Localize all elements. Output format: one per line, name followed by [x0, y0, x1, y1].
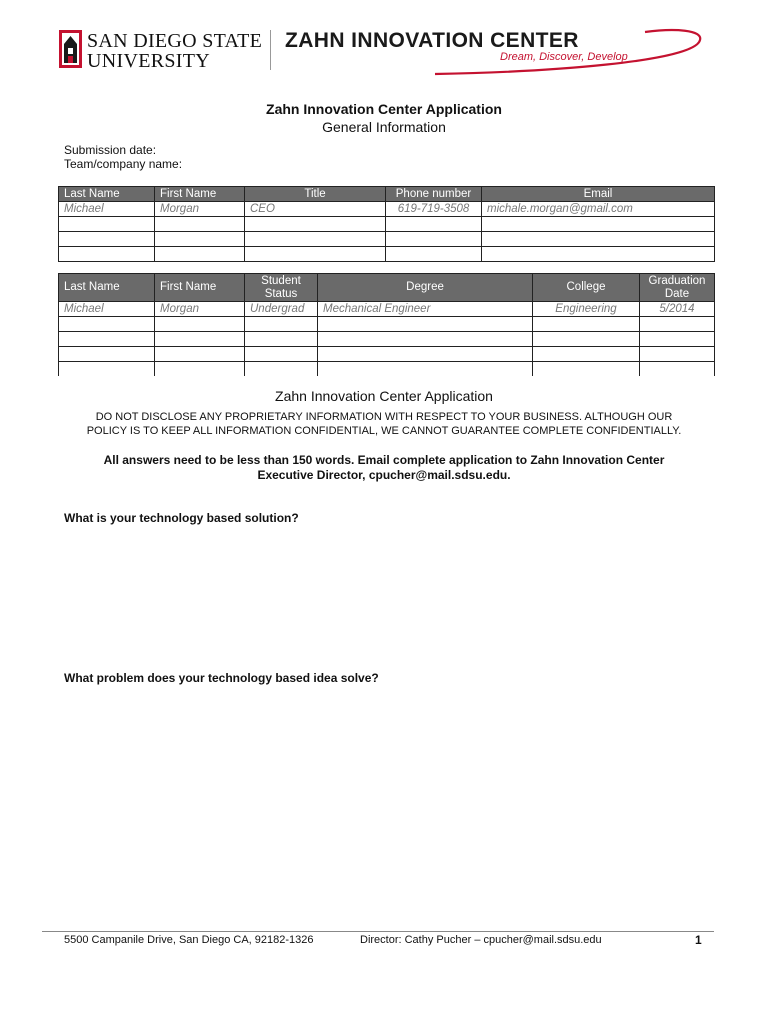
instructions-line-1: All answers need to be less than 150 words. Email complete application to Zahn Innovation Center: [103, 453, 665, 467]
column-header: Degree: [318, 274, 533, 302]
table-cell[interactable]: CEO: [245, 202, 386, 217]
table-cell[interactable]: Engineering: [533, 302, 640, 317]
table-cell[interactable]: [245, 347, 318, 362]
table-cell[interactable]: [533, 317, 640, 332]
disclaimer-line-2: POLICY IS TO KEEP ALL INFORMATION CONFIDENTIAL, WE CANNOT GUARANTEE COMPLETE CONFIDENTIALLY.: [86, 425, 682, 437]
column-header: Last Name: [59, 187, 155, 202]
table-cell[interactable]: [640, 362, 715, 377]
table-cell[interactable]: [533, 362, 640, 377]
table-cell[interactable]: [59, 362, 155, 377]
table-row: [59, 202, 715, 217]
table-cell[interactable]: [155, 217, 245, 232]
footer-divider: [42, 931, 714, 932]
table-cell[interactable]: 5/2014: [640, 302, 715, 317]
footer-director-contact: Director: Cathy Pucher – cpucher@mail.sdsu.edu: [360, 934, 602, 946]
column-header: Title: [245, 187, 386, 202]
disclaimer-line-1: DO NOT DISCLOSE ANY PROPRIETARY INFORMATION WITH RESPECT TO YOUR BUSINESS. ALTHOUGH OUR: [95, 411, 673, 423]
center-name-logo: ZAHN INNOVATION CENTER: [285, 29, 579, 52]
table-cell[interactable]: [59, 332, 155, 347]
table-cell[interactable]: Michael: [59, 302, 155, 317]
footer-address: 5500 Campanile Drive, San Diego CA, 92182-1326: [64, 934, 314, 946]
team-contact-table: [58, 186, 715, 262]
table-cell[interactable]: [482, 217, 715, 232]
table-cell[interactable]: [59, 317, 155, 332]
table-cell[interactable]: [245, 332, 318, 347]
table-cell[interactable]: [318, 362, 533, 377]
table-row: [59, 332, 715, 347]
table-cell[interactable]: [482, 247, 715, 262]
tagline: Dream, Discover, Develop: [500, 51, 628, 63]
table-cell[interactable]: [245, 247, 386, 262]
table-cell[interactable]: [640, 332, 715, 347]
table-cell[interactable]: [155, 232, 245, 247]
column-header: Phone number: [386, 187, 482, 202]
table-row: [59, 247, 715, 262]
table-row: [59, 362, 715, 377]
column-header: College: [533, 274, 640, 302]
table-cell[interactable]: [318, 332, 533, 347]
table-cell[interactable]: Morgan: [155, 202, 245, 217]
column-header: Email: [482, 187, 715, 202]
table-cell[interactable]: Undergrad: [245, 302, 318, 317]
university-name-line1: SAN DIEGO STATE: [87, 30, 263, 52]
column-header: Last Name: [59, 274, 155, 302]
table-cell[interactable]: [533, 347, 640, 362]
table-cell[interactable]: [386, 247, 482, 262]
table-cell[interactable]: [59, 232, 155, 247]
table-cell[interactable]: [318, 347, 533, 362]
student-info-table: [58, 273, 715, 376]
table-cell[interactable]: [245, 317, 318, 332]
team-name-label: Team/company name:: [64, 157, 183, 171]
table-cell[interactable]: [318, 317, 533, 332]
table-cell[interactable]: [155, 247, 245, 262]
table-cell[interactable]: Michael: [59, 202, 155, 217]
table-cell[interactable]: [386, 232, 482, 247]
column-header: First Name: [155, 274, 245, 302]
table-cell[interactable]: [640, 347, 715, 362]
table-row: [59, 347, 715, 362]
question-technology-solution: What is your technology based solution?: [64, 511, 299, 525]
application-title: Zahn Innovation Center Application: [266, 101, 502, 117]
table-row: [59, 232, 715, 247]
university-name-line2: UNIVERSITY: [87, 50, 210, 72]
table-cell[interactable]: [482, 232, 715, 247]
table-cell[interactable]: Mechanical Engineer: [318, 302, 533, 317]
column-header: Student Status: [245, 274, 318, 302]
column-header: First Name: [155, 187, 245, 202]
sdsu-seal-logo: [59, 30, 82, 68]
table-row: [59, 317, 715, 332]
section-subtitle: General Information: [322, 119, 446, 135]
table-cell[interactable]: [155, 362, 245, 377]
table-cell[interactable]: [59, 247, 155, 262]
table-cell[interactable]: [640, 317, 715, 332]
table-cell[interactable]: 619-719-3508: [386, 202, 482, 217]
table-cell[interactable]: [386, 217, 482, 232]
table-cell[interactable]: [59, 217, 155, 232]
table-header-row: [59, 274, 715, 302]
page-number: 1: [695, 933, 702, 947]
table-row: [59, 302, 715, 317]
table-cell[interactable]: [245, 362, 318, 377]
table-cell[interactable]: Morgan: [155, 302, 245, 317]
section-title: Zahn Innovation Center Application: [275, 388, 493, 404]
table-cell[interactable]: [533, 332, 640, 347]
column-header: Graduation Date: [640, 274, 715, 302]
table-cell[interactable]: [155, 317, 245, 332]
submission-date-label: Submission date:: [64, 143, 157, 157]
table-cell[interactable]: [155, 347, 245, 362]
table-cell[interactable]: [245, 217, 386, 232]
logo-divider: [270, 30, 271, 70]
table-cell[interactable]: [59, 347, 155, 362]
table-row: [59, 217, 715, 232]
table-header-row: [59, 187, 715, 202]
question-problem-solved: What problem does your technology based idea solve?: [64, 671, 379, 685]
table-cell[interactable]: [155, 332, 245, 347]
table-cell[interactable]: [245, 232, 386, 247]
table-cell[interactable]: michale.morgan@gmail.com: [482, 202, 715, 217]
instructions-line-2: Executive Director, cpucher@mail.sdsu.edu.: [257, 468, 511, 482]
